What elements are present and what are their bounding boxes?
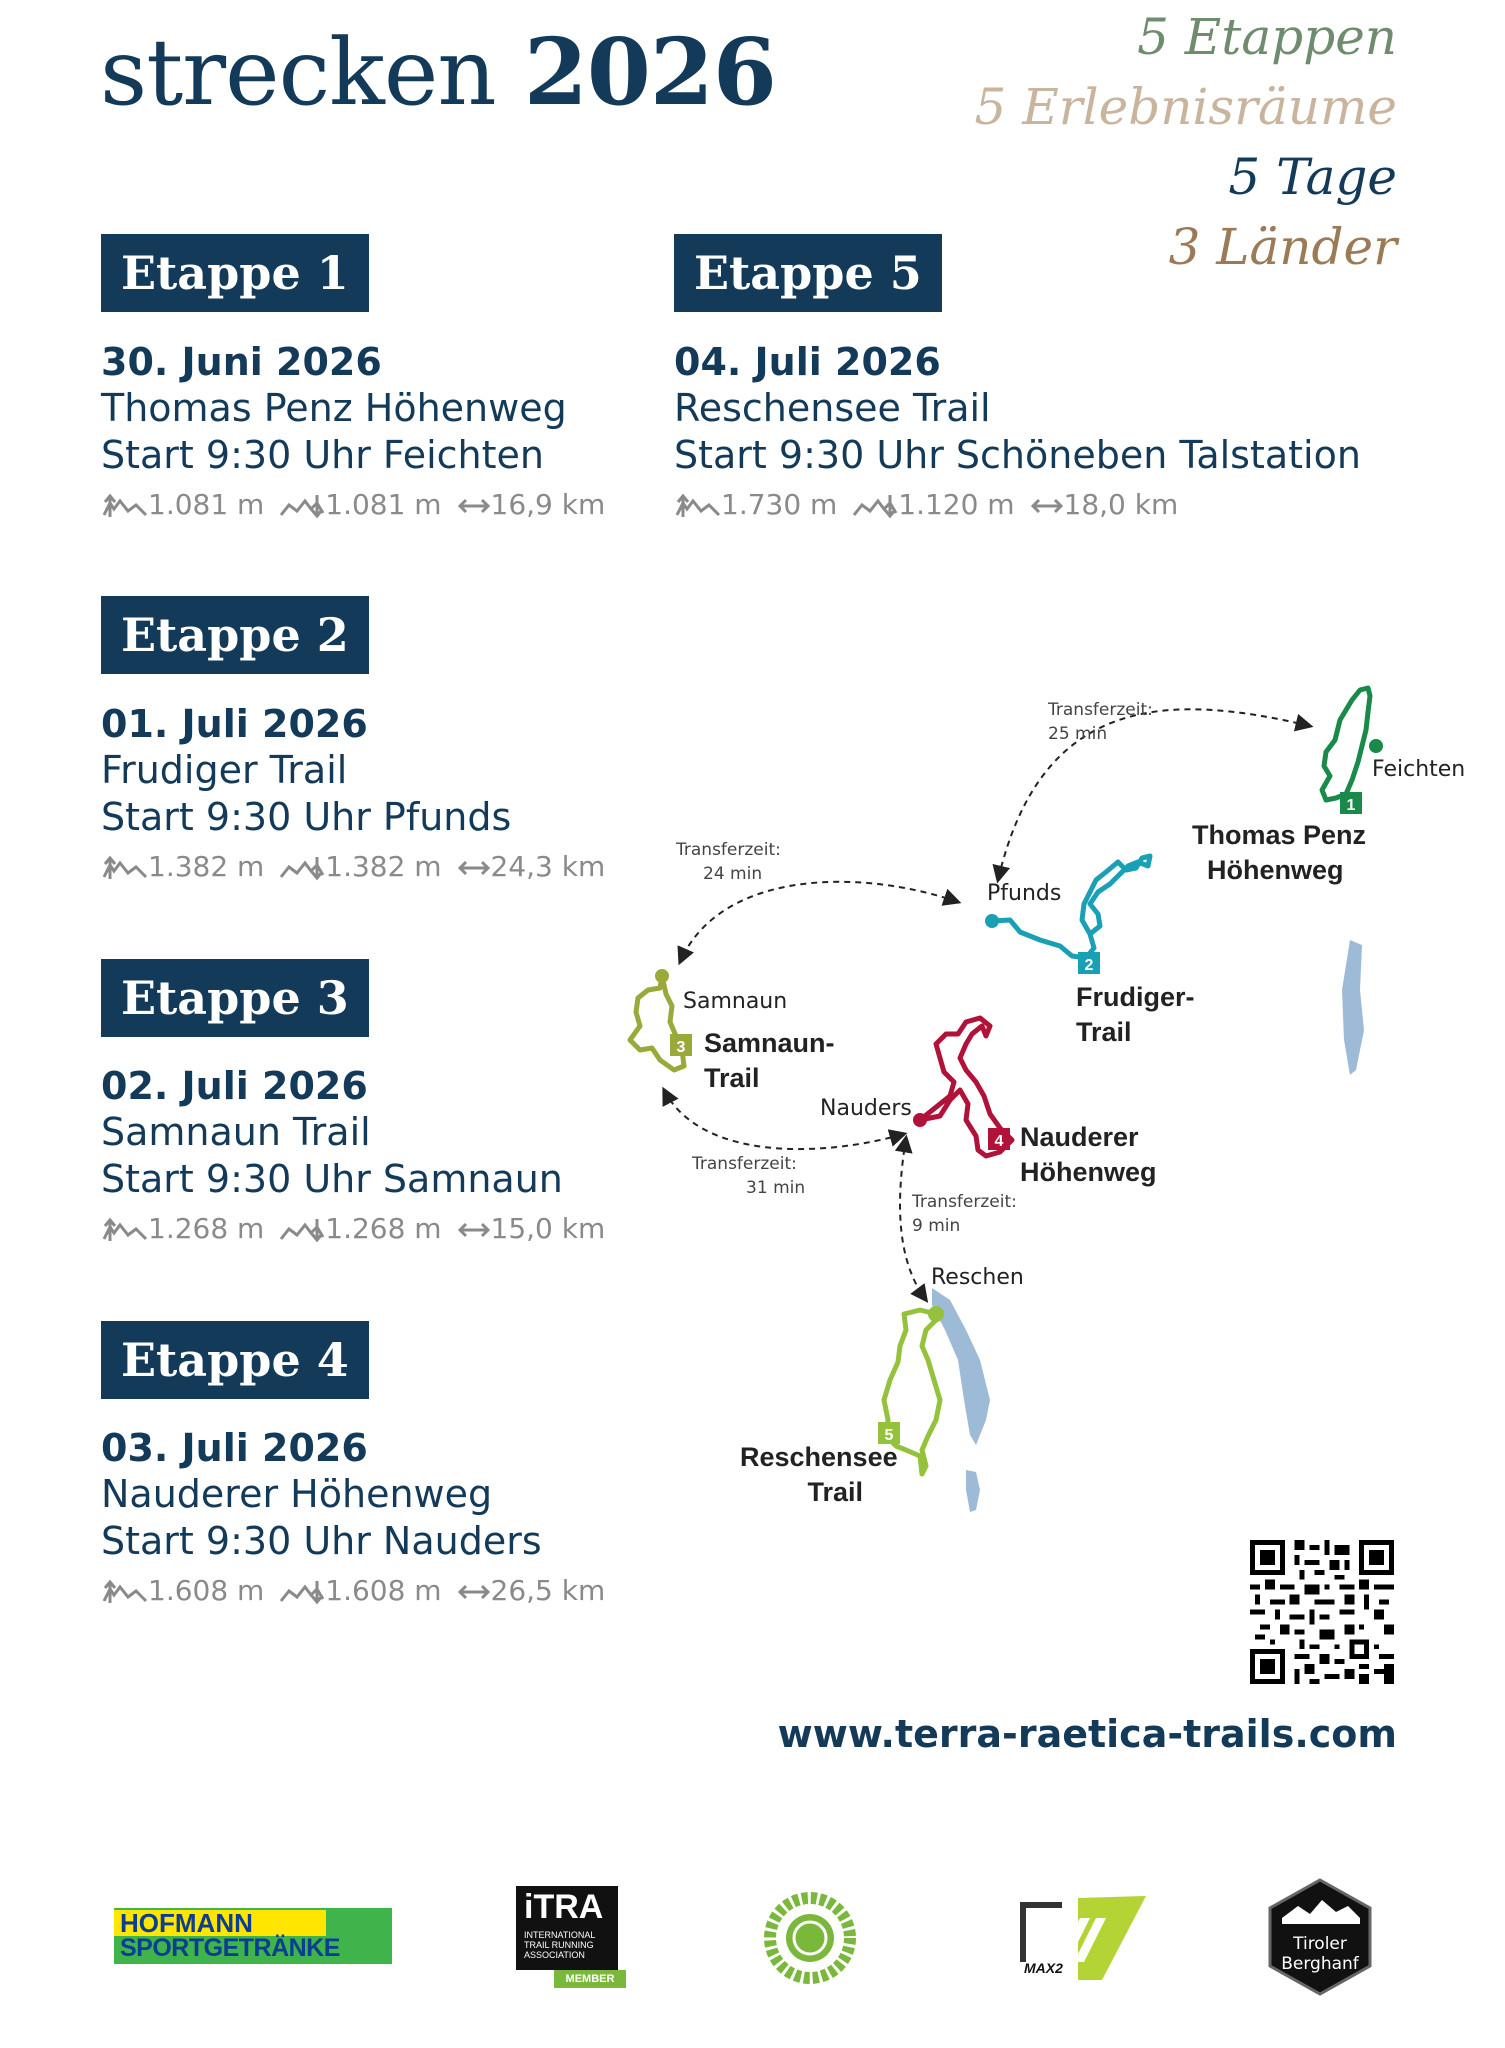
route-1-line: [1322, 688, 1370, 800]
hofmann-logo: HOFMANN SPORTGETRÄNKE: [114, 1908, 392, 1964]
transfer-label-4: Transferzeit: 9 min: [912, 1192, 1017, 1236]
route-1-label: Thomas Penz Höhenweg: [1192, 820, 1367, 885]
tagline-laender: 3 Länder: [1168, 218, 1397, 276]
stage-4-stats: 1.608 m 1.608 m 26,5 km: [102, 1574, 611, 1607]
qr-code[interactable]: [1250, 1540, 1394, 1684]
reschen-marker: [928, 1306, 944, 1322]
stage-2-name: Frudiger Trail: [101, 748, 348, 792]
tagline-erlebnisraeume: 5 Erlebnisräume: [974, 78, 1397, 136]
transfer-label-3: Transferzeit: 31 min: [692, 1154, 806, 1198]
route-5-number: 5: [884, 1427, 894, 1444]
stage-1-start: Start 9:30 Uhr Feichten: [101, 433, 544, 477]
stage-2-start: Start 9:30 Uhr Pfunds: [101, 795, 512, 839]
route-3-number: 3: [676, 1039, 686, 1056]
tiroler-berghanf-logo: Tiroler Berghanf: [1268, 1878, 1372, 1996]
place-nauders: Nauders: [820, 1096, 912, 1121]
samnaun-marker: [655, 969, 669, 983]
stage-1-name: Thomas Penz Höhenweg: [101, 386, 567, 430]
stage-2-date: 01. Juli 2026: [101, 702, 368, 746]
lake-top: [1342, 940, 1364, 1075]
stage-5-date: 04. Juli 2026: [674, 340, 941, 384]
route-2-label: Frudiger- Trail: [1076, 982, 1195, 1047]
place-feichten: Feichten: [1372, 757, 1466, 782]
stage-3-start: Start 9:30 Uhr Samnaun: [101, 1157, 563, 1201]
route-4-label: Nauderer Höhenweg: [1020, 1122, 1157, 1187]
stage-4-name: Nauderer Höhenweg: [101, 1472, 493, 1516]
stage-4-badge: Etappe 4: [101, 1321, 369, 1399]
stage-3-badge: Etappe 3: [101, 959, 369, 1037]
max2-logo: MAX2: [1018, 1888, 1148, 1982]
itra-logo: iTRA INTERNATIONAL TRAIL RUNNING ASSOCIATION MEMBER: [516, 1886, 626, 1988]
route-2-number: 2: [1084, 957, 1094, 974]
route-2-line: [992, 856, 1150, 958]
stage-3-date: 02. Juli 2026: [101, 1064, 368, 1108]
lake-small: [966, 1470, 980, 1512]
stage-3-stats: 1.268 m 1.268 m 15,0 km: [102, 1212, 611, 1245]
stage-2-badge: Etappe 2: [101, 596, 369, 674]
transfer-label-1: Transferzeit: 25 min: [1048, 700, 1153, 744]
stage-5-name: Reschensee Trail: [674, 386, 991, 430]
stage-5-stats: 1.730 m 1.120 m 18,0 km: [675, 488, 1184, 521]
tagline-etappen: 5 Etappen: [1137, 8, 1397, 66]
transfer-label-2: Transferzeit: 24 min: [676, 840, 781, 884]
route-1-number: 1: [1346, 797, 1356, 814]
stage-4-date: 03. Juli 2026: [101, 1426, 368, 1470]
place-pfunds: Pfunds: [987, 881, 1062, 906]
stage-4-start: Start 9:30 Uhr Nauders: [101, 1519, 542, 1563]
route-4-number: 4: [994, 1133, 1004, 1150]
pfunds-marker: [985, 914, 999, 928]
feichten-marker: [1369, 739, 1383, 753]
stage-5-start: Start 9:30 Uhr Schöneben Talstation: [674, 433, 1361, 477]
page-title: strecken 2026: [100, 18, 776, 126]
stage-1-badge: Etappe 1: [101, 234, 369, 312]
stage-2-stats: 1.382 m 1.382 m 24,3 km: [102, 850, 611, 883]
place-samnaun: Samnaun: [683, 989, 788, 1014]
route-3-label: Samnaun- Trail: [704, 1028, 835, 1093]
stage-1-date: 30. Juni 2026: [101, 340, 382, 384]
transfer-arrow-2: [680, 882, 958, 962]
route-5-label: Reschensee Trail: [740, 1442, 898, 1507]
stage-1-stats: 1.081 m 1.081 m 16,9 km: [102, 488, 611, 521]
tagline-tage: 5 Tage: [1228, 148, 1397, 206]
stage-3-name: Samnaun Trail: [101, 1110, 371, 1154]
website-link[interactable]: www.terra-raetica-trails.com: [777, 1712, 1397, 1756]
stage-5-badge: Etappe 5: [674, 234, 942, 312]
nauders-marker: [913, 1113, 927, 1127]
mounow-logo: [760, 1888, 860, 1988]
place-reschen: Reschen: [931, 1265, 1024, 1290]
